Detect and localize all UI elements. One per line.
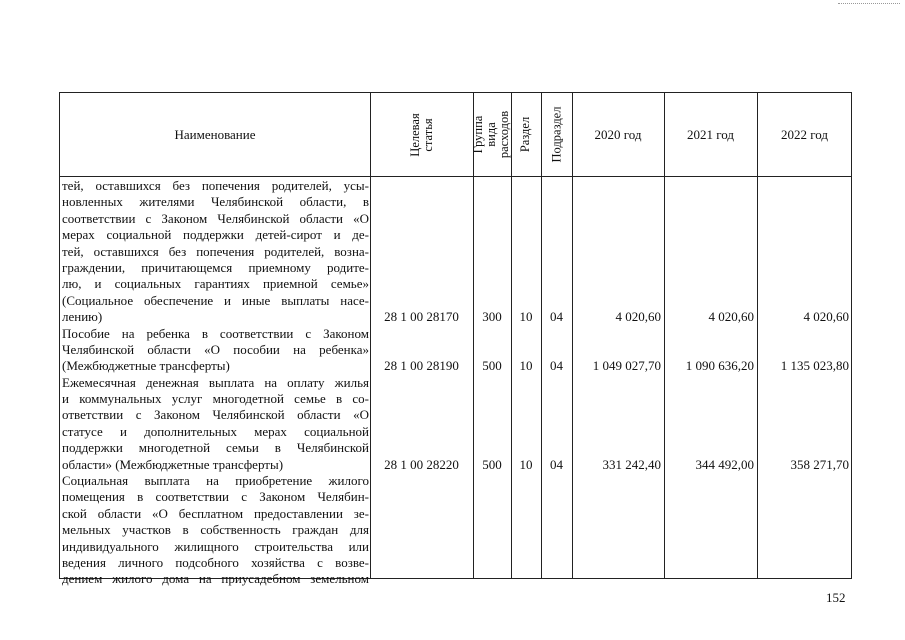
header-name-label: Наименование (174, 126, 256, 142)
subsection-cell: 04 (550, 457, 563, 472)
text-line: дением жилого дома на приусадебном земельном (62, 571, 369, 587)
group-cell: 500 (482, 358, 502, 373)
name-column-text (62, 178, 369, 588)
text-line: лю, и социальных гарантиях приемной семье» (62, 276, 369, 292)
header-2020 (572, 93, 664, 176)
section-cell: 10 (519, 309, 533, 324)
value-2020-cell: 1 049 027,70 (592, 358, 661, 373)
text-line: Ежемесячная денежная выплата на оплату жилья (62, 374, 369, 390)
text-line: Челябинской области «О пособии на ребенка» (62, 341, 369, 357)
section-cell: 10 (519, 457, 533, 472)
text-line: тей, оставшихся без попечения родителей, усы- (62, 178, 369, 193)
code-cell: 28 1 00 28170 (384, 309, 459, 324)
header-subsection (541, 93, 572, 176)
text-line: Социальная выплата на приобретение жилого (62, 473, 369, 489)
text-line: соответствии с Законом Челябинской области «О (62, 210, 369, 226)
scan-mark (838, 3, 900, 4)
text-line: тей, оставшихся без попечения родителей, возна- (62, 243, 369, 259)
text-line: новленных жителями Челябинской области, в (62, 194, 369, 210)
value-2022-cell: 1 135 023,80 (780, 358, 849, 373)
text-line: Пособие на ребенка в соответствии с Законом (62, 325, 369, 341)
text-line: мельных участков в собственность граждан для (62, 522, 369, 538)
text-line: ведения личного подсобного хозяйства с возве- (62, 554, 369, 570)
header-expense-group (473, 93, 511, 176)
text-line: статусе и дополнительных мерах социальной (62, 423, 369, 439)
text-line: (Межбюджетные трансферты) (62, 358, 230, 374)
value-2021-cell: 1 090 636,20 (685, 358, 754, 373)
header-2022-label: 2022 год (781, 126, 828, 142)
value-2021-cell: 4 020,60 (708, 309, 754, 324)
header-2021-label: 2021 год (687, 126, 734, 142)
header-2022 (757, 93, 852, 176)
subsection-cell: 04 (550, 309, 563, 324)
text-line: и коммунальных услуг многодетной семье в со- (62, 391, 369, 407)
header-divider (60, 176, 851, 177)
text-line: граждении, причитающемся приемному родите- (62, 259, 369, 275)
text-line: (Социальное обеспечение и иные выплаты насе- (62, 292, 369, 308)
header-section-label: Раздел (518, 116, 533, 153)
group-cell: 300 (482, 309, 502, 324)
budget-table (59, 92, 852, 587)
value-2022-cell: 4 020,60 (803, 309, 849, 324)
header-2020-label: 2020 год (594, 126, 642, 142)
header-2021 (664, 93, 757, 176)
header-section (511, 93, 541, 176)
header-subsection-label: Подраздел (549, 106, 563, 163)
text-line: ответствии с Законом Челябинской области «О (62, 407, 369, 423)
header-name (60, 93, 370, 176)
header-target-article-label: Целевая статья (407, 112, 435, 157)
text-line: индивидуального жилищного строительства или (62, 538, 369, 554)
section-cell: 10 (519, 358, 533, 373)
group-cell: 500 (482, 457, 502, 472)
text-line: помещения в соответствии с Законом Челябин- (62, 489, 369, 505)
text-line: ской области «О бесплатном предоставлении зе- (62, 505, 369, 521)
subsection-cell: 04 (550, 358, 563, 373)
header-target-article (370, 93, 473, 176)
page-number: 152 (826, 590, 846, 605)
value-2021-cell: 344 492,00 (695, 457, 754, 472)
code-cell: 28 1 00 28220 (384, 457, 459, 472)
text-line: лению) (62, 309, 103, 325)
text-line: мерах социальной поддержки детей-сирот и де- (62, 227, 369, 243)
value-2020-cell: 4 020,60 (615, 309, 661, 324)
text-line: области» (Межбюджетные трансферты) (62, 456, 284, 472)
value-2022-cell: 358 271,70 (790, 457, 849, 472)
text-line: поддержки многодетной семьи в Челябинской (62, 440, 369, 456)
header-expense-group-label: Группа вида расходов (471, 110, 512, 159)
value-2020-cell: 331 242,40 (602, 457, 661, 472)
code-cell: 28 1 00 28190 (384, 358, 459, 373)
